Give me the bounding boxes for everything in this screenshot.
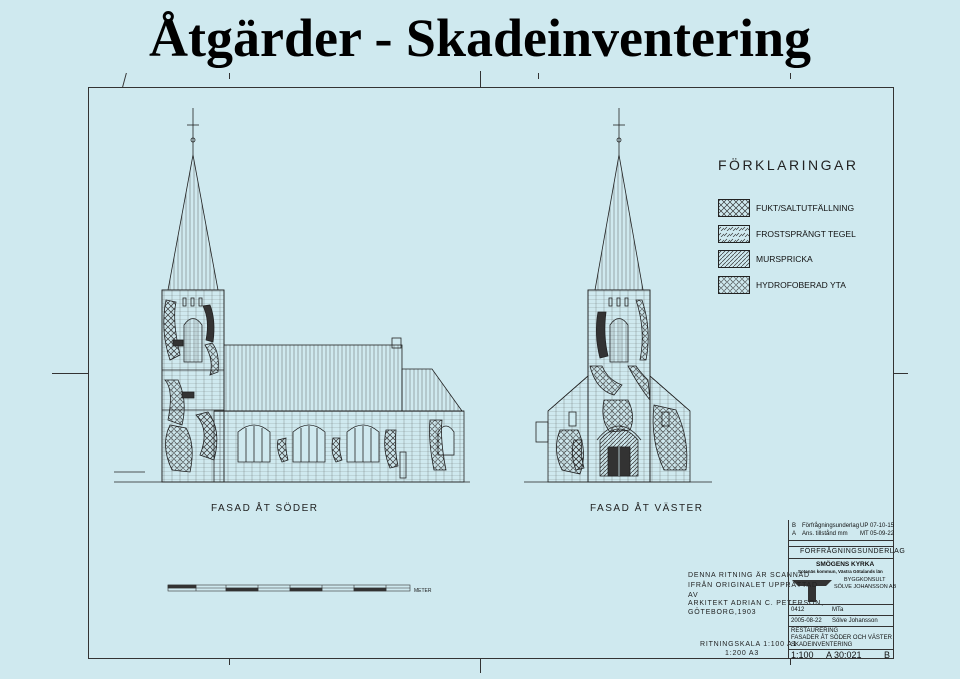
project-location: Sotenäs kommun, Västra Götalands län <box>798 569 883 574</box>
revision-code: A <box>792 531 797 537</box>
revision-sign: MT <box>860 531 869 537</box>
drawing-scale: 1:100 <box>791 650 814 660</box>
firm-name: SÖLVE JOHANSSON AB <box>834 584 897 590</box>
revision-date: 05-09-22 <box>870 531 895 537</box>
responsible-person: Sölve Johansson <box>832 618 878 624</box>
revision-text: Ans. tillstånd mm <box>802 531 848 537</box>
south-facade <box>114 108 470 482</box>
legend-title: FÖRKLARINGAR <box>718 157 859 173</box>
scan-note-line: AV <box>688 592 699 599</box>
title-block-border <box>788 520 897 659</box>
scale-bar <box>168 585 410 591</box>
frost-pattern-swatch <box>718 225 750 243</box>
legend-label: FROSTSPRÄNGT TEGEL <box>756 229 856 239</box>
drawing-number: A 30:021 <box>826 650 862 660</box>
drawn-by: MTa <box>832 607 844 613</box>
project-name: SMÖGENS KYRKA <box>816 561 875 568</box>
scale-bar-label: METER <box>414 588 432 594</box>
revision-text: Förfrågningsunderlag <box>802 523 860 529</box>
west-facade-caption: FASAD ÅT VÄSTER <box>590 503 704 514</box>
revision-sign: UP <box>860 523 869 529</box>
hydrophobic-pattern-swatch <box>718 276 750 294</box>
firm-type: BYGGKONSULT <box>844 577 886 583</box>
revision-date: 07-10-15 <box>870 523 895 529</box>
scan-note-line: IFRÅN ORIGINALET UPPRÄTTAD <box>688 582 818 589</box>
assignment-number: 0412 <box>791 607 805 613</box>
moisture-pattern-swatch <box>718 199 750 217</box>
legend-label: HYDROFOBERAD YTA <box>756 280 846 290</box>
scan-note-line: DENNA RITNING ÄR SCANNAD <box>688 572 810 579</box>
scan-note-line: GÖTEBORG,1903 <box>688 609 757 616</box>
revision-code: B <box>792 523 797 529</box>
legend-label: FUKT/SALTUTFÄLLNING <box>756 203 855 213</box>
crack-pattern-swatch <box>718 250 750 268</box>
drawing-scale-line: 1:200 A3 <box>725 650 760 657</box>
drawing-scale-line: RITNINGSKALA 1:100 A1 <box>700 641 798 648</box>
drawing-title-line: SKADEINVENTERING <box>791 642 853 648</box>
drawing-title-line: RESTAURERING <box>791 628 839 634</box>
drawing-title-line: FASADER ÅT SÖDER OCH VÄSTER <box>791 635 892 641</box>
drawing-date: 2005-08-22 <box>791 618 822 624</box>
drawing-revision: B <box>884 650 891 660</box>
south-facade-caption: FASAD ÅT SÖDER <box>211 503 319 514</box>
page-title: Åtgärder - Skadeinventering <box>149 8 811 68</box>
status-label: FÖRFRÅGNINGSUNDERLAG <box>800 548 906 555</box>
scan-note-line: ARKITEKT ADRIAN C. PETERSON, <box>688 600 824 607</box>
west-facade <box>524 108 712 482</box>
legend-label: MURSPRICKA <box>756 254 813 264</box>
